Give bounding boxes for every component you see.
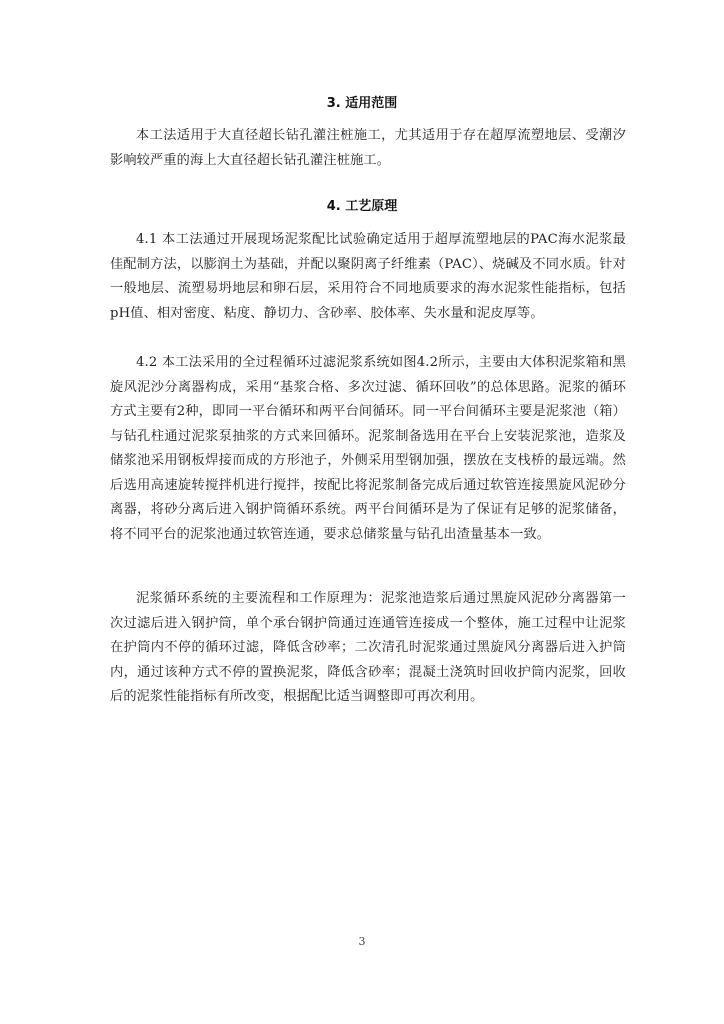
principle-paragraph-4-2: 4.2 本工法采用的全过程循环过滤泥浆系统如图4.2所示，主要由大体积泥浆箱和黑旋风泥沙分离器构成，采用“基浆合格、多次过滤、循环回收”的总体思路。泥浆的循环方式主要有2种，即同一平台循环和两平台间循环。同一平台间循环主要是泥浆池（箱）与钻孔柱通过泥浆泵抽浆的方式来回循环。泥浆制备选用在平台上安装泥浆池，造浆及储浆池采用钢板焊接而成的方形池子，外侧采用型钢加强，摆放在支栈桥的最远端。然后选用高速旋转搅拌机进行搅拌，按配比将泥浆制备完成后通过软管连接黑旋风泥砂分离器，将砂分离后进入钢护筒循环系统。两平台间循环是为了保证有足够的泥浆储备，将不同平台的泥浆池通过软管连通，要求总储浆量与钻孔出渣量基本一致。: [110, 355, 626, 542]
circulation-paragraph: 泥浆循环系统的主要流程和工作原理为：泥浆池造浆后通过黑旋风泥砂分离器第一次过滤后进入钢护筒，单个承台钢护筒通过连通管连接成一个整体，施工过程中让泥浆在护筒内不停的循环过滤，降低含砂率；二次清孔时泥浆通过黑旋风分离器后进入护筒内，通过该种方式不停的置换泥浆，降低含砂率；混凝土浇筑时回收护筒内泥浆，回收后的泥浆性能指标有所改变，根据配比适当调整即可再次利用。: [110, 591, 626, 704]
scope-paragraph: 本工法适用于大直径超长钻孔灌注桩施工，尤其适用于存在超厚流塑地层、受潮汐影响较严重的海上大直径超长钻孔灌注桩施工。: [110, 128, 626, 168]
principle-paragraph-4-1: 4.1 本工法通过开展现场泥浆配比试验确定适用于超厚流塑地层的PAC海水泥浆最佳配制方法，以膨润土为基础，并配以聚阴离子纤维素（PAC）、烧碱及不同水质。针对一般地层、流塑易坍地层和卵石层，采用符合不同地质要求的海水泥浆性能指标，包括pH值、相对密度、粘度、静切力、含砂率、胶体率、失水量和泥皮厚等。: [110, 232, 626, 321]
page-number: 3: [358, 935, 366, 948]
section-heading-scope: 3. 适用范围: [326, 96, 398, 111]
section-heading-principle: 4. 工艺原理: [326, 199, 398, 214]
